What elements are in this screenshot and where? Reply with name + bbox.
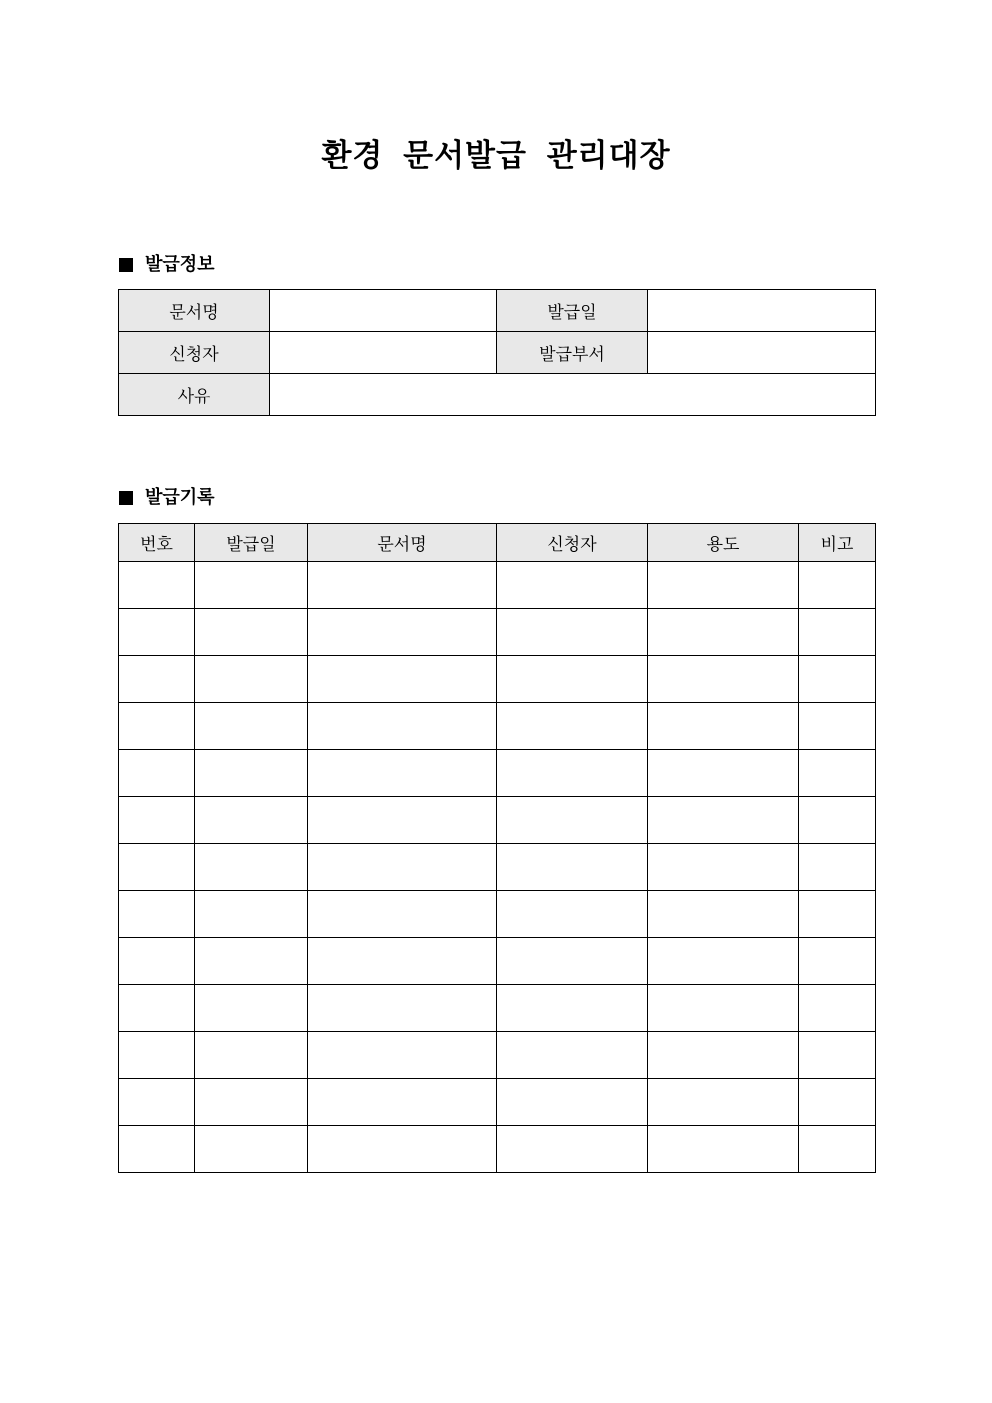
doc-name-cell[interactable] (308, 938, 497, 985)
table-row (119, 938, 876, 985)
issue-date-label: 발급일 (497, 290, 648, 332)
applicant-cell[interactable] (497, 750, 648, 797)
section-heading-issue-info (119, 253, 215, 277)
table-row (119, 609, 876, 656)
purpose-cell[interactable] (648, 844, 799, 891)
issue-date-cell[interactable] (195, 656, 308, 703)
purpose-cell[interactable] (648, 609, 799, 656)
column-header-applicant: 신청자 (497, 524, 648, 562)
remarks-cell[interactable] (799, 703, 876, 750)
number-cell[interactable] (119, 750, 195, 797)
table-row (119, 797, 876, 844)
issue-date-cell[interactable] (195, 985, 308, 1032)
purpose-cell[interactable] (648, 562, 799, 609)
doc-name-cell[interactable] (308, 656, 497, 703)
remarks-cell[interactable] (799, 1032, 876, 1079)
remarks-cell[interactable] (799, 1126, 876, 1173)
applicant-cell[interactable] (497, 656, 648, 703)
issuing-dept-field[interactable] (648, 332, 876, 374)
number-cell[interactable] (119, 938, 195, 985)
issue-date-cell[interactable] (195, 1079, 308, 1126)
applicant-cell[interactable] (497, 703, 648, 750)
remarks-cell[interactable] (799, 1079, 876, 1126)
issue-records-table (118, 523, 876, 1173)
remarks-cell[interactable] (799, 891, 876, 938)
applicant-label: 신청자 (119, 332, 270, 374)
applicant-field[interactable] (270, 332, 497, 374)
purpose-cell[interactable] (648, 797, 799, 844)
number-cell[interactable] (119, 562, 195, 609)
purpose-cell[interactable] (648, 938, 799, 985)
number-cell[interactable] (119, 1126, 195, 1173)
applicant-cell[interactable] (497, 985, 648, 1032)
remarks-cell[interactable] (799, 985, 876, 1032)
purpose-cell[interactable] (648, 891, 799, 938)
issue-date-cell[interactable] (195, 797, 308, 844)
issue-date-cell[interactable] (195, 844, 308, 891)
column-header-purpose: 용도 (648, 524, 799, 562)
table-header-row (119, 524, 876, 562)
doc-name-cell[interactable] (308, 1126, 497, 1173)
doc-name-cell[interactable] (308, 891, 497, 938)
applicant-cell[interactable] (497, 562, 648, 609)
column-header-issue-date: 발급일 (195, 524, 308, 562)
table-row (119, 656, 876, 703)
table-row (119, 750, 876, 797)
table-row (119, 1032, 876, 1079)
doc-name-cell[interactable] (308, 844, 497, 891)
purpose-cell[interactable] (648, 656, 799, 703)
doc-name-cell[interactable] (308, 562, 497, 609)
remarks-cell[interactable] (799, 562, 876, 609)
table-row (119, 1126, 876, 1173)
applicant-cell[interactable] (497, 609, 648, 656)
doc-name-cell[interactable] (308, 750, 497, 797)
applicant-cell[interactable] (497, 938, 648, 985)
issue-date-cell[interactable] (195, 750, 308, 797)
applicant-cell[interactable] (497, 891, 648, 938)
number-cell[interactable] (119, 1079, 195, 1126)
column-header-number: 번호 (119, 524, 195, 562)
doc-name-cell[interactable] (308, 703, 497, 750)
doc-name-cell[interactable] (308, 797, 497, 844)
number-cell[interactable] (119, 844, 195, 891)
remarks-cell[interactable] (799, 609, 876, 656)
reason-field[interactable] (270, 374, 876, 416)
table-row (119, 985, 876, 1032)
doc-name-label: 문서명 (119, 290, 270, 332)
column-header-doc-name: 문서명 (308, 524, 497, 562)
info-row (119, 332, 876, 374)
doc-name-cell[interactable] (308, 1079, 497, 1126)
issue-date-cell[interactable] (195, 562, 308, 609)
info-row (119, 290, 876, 332)
number-cell[interactable] (119, 797, 195, 844)
page-title: 환경 문서발급 관리대장 (321, 138, 671, 174)
issue-date-cell[interactable] (195, 1126, 308, 1173)
remarks-cell[interactable] (799, 844, 876, 891)
purpose-cell[interactable] (648, 1126, 799, 1173)
info-row (119, 374, 876, 416)
number-cell[interactable] (119, 703, 195, 750)
remarks-cell[interactable] (799, 938, 876, 985)
issue-date-field[interactable] (648, 290, 876, 332)
doc-name-cell[interactable] (308, 1032, 497, 1079)
remarks-cell[interactable] (799, 656, 876, 703)
issuing-dept-label: 발급부서 (497, 332, 648, 374)
number-cell[interactable] (119, 891, 195, 938)
black-square-icon (119, 258, 133, 272)
purpose-cell[interactable] (648, 985, 799, 1032)
issue-date-cell[interactable] (195, 938, 308, 985)
applicant-cell[interactable] (497, 797, 648, 844)
number-cell[interactable] (119, 985, 195, 1032)
table-row (119, 891, 876, 938)
section-heading-label: 발급기록 (145, 487, 215, 508)
table-row (119, 1079, 876, 1126)
purpose-cell[interactable] (648, 750, 799, 797)
applicant-cell[interactable] (497, 1079, 648, 1126)
table-row (119, 844, 876, 891)
issue-date-cell[interactable] (195, 703, 308, 750)
issue-info-table (118, 289, 876, 416)
reason-label: 사유 (119, 374, 270, 416)
remarks-cell[interactable] (799, 750, 876, 797)
table-row (119, 703, 876, 750)
column-header-remarks: 비고 (799, 524, 876, 562)
number-cell[interactable] (119, 1032, 195, 1079)
doc-name-cell[interactable] (308, 985, 497, 1032)
doc-name-field[interactable] (270, 290, 497, 332)
doc-name-cell[interactable] (308, 609, 497, 656)
section-heading-label: 발급정보 (145, 254, 215, 275)
issue-date-cell[interactable] (195, 1032, 308, 1079)
table-row (119, 562, 876, 609)
applicant-cell[interactable] (497, 1126, 648, 1173)
applicant-cell[interactable] (497, 1032, 648, 1079)
applicant-cell[interactable] (497, 844, 648, 891)
issue-date-cell[interactable] (195, 891, 308, 938)
number-cell[interactable] (119, 609, 195, 656)
purpose-cell[interactable] (648, 1079, 799, 1126)
issue-date-cell[interactable] (195, 609, 308, 656)
remarks-cell[interactable] (799, 797, 876, 844)
purpose-cell[interactable] (648, 703, 799, 750)
purpose-cell[interactable] (648, 1032, 799, 1079)
black-square-icon (119, 491, 133, 505)
number-cell[interactable] (119, 656, 195, 703)
section-heading-issue-records (119, 486, 215, 510)
